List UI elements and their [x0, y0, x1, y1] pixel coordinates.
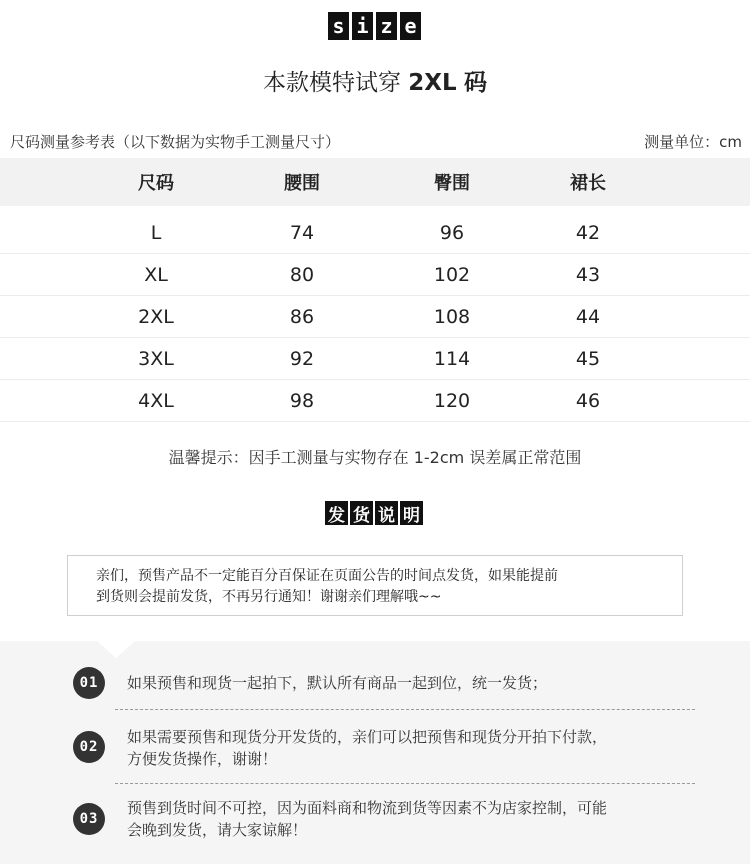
table-row [0, 254, 750, 296]
model-size-line [0, 64, 750, 97]
step-number-badge: 02 [73, 731, 105, 763]
table-cell: 74 [289, 221, 315, 244]
step-line: 如果预售和现货一起拍下，默认所有商品一起到位，统一发货； [127, 674, 548, 692]
table-cell: 44 [575, 305, 601, 328]
size-table [0, 158, 750, 422]
step-number-badge: 01 [73, 667, 105, 699]
logo-letter: e [400, 12, 421, 40]
table-cell: 98 [289, 389, 315, 412]
table-header [0, 158, 750, 206]
table-row [0, 212, 750, 254]
table-cell: XL [144, 263, 168, 286]
table-cell: 43 [575, 263, 601, 286]
step-text [127, 672, 697, 694]
panel-notch [96, 640, 136, 658]
table-row [0, 380, 750, 422]
model-suffix: 码 [464, 70, 488, 96]
table-row [0, 338, 750, 380]
table-cell: 96 [439, 221, 465, 244]
shipping-title-char: 发 [325, 501, 348, 525]
size-logo [328, 12, 421, 40]
model-size: 2XL [408, 70, 457, 96]
table-cell: 80 [289, 263, 315, 286]
header-hip: 臀围 [434, 173, 470, 194]
header-size: 尺码 [138, 173, 174, 194]
table-cell: L [150, 221, 162, 244]
step-line: 方便发货操作，谢谢！ [127, 750, 278, 768]
step-line: 预售到货时间不可控，因为面料商和物流到货等因素不为店家控制，可能 [127, 799, 608, 817]
step-text [127, 726, 697, 770]
table-cell: 114 [433, 347, 471, 370]
table-cell: 120 [433, 389, 471, 412]
step-number-badge: 03 [73, 803, 105, 835]
shipping-title [325, 501, 423, 525]
step-line: 会晚到发货，请大家谅解！ [127, 821, 308, 839]
table-cell: 102 [433, 263, 471, 286]
step-line: 如果需要预售和现货分开发货的，亲们可以把预售和现货分开拍下付款， [127, 728, 608, 746]
presale-notice [67, 555, 683, 616]
shipping-title-char: 说 [375, 501, 398, 525]
notice-line: 亲们，预售产品不一定能百分百保证在页面公告的时间点发货，如果能提前 [96, 568, 558, 584]
measurement-tip: 温馨提示：因手工测量与实物存在 1-2cm 误差属正常范围 [168, 448, 582, 467]
header-length: 裙长 [570, 173, 606, 194]
table-cell: 46 [575, 389, 601, 412]
logo-letter: i [352, 12, 373, 40]
table-cell: 108 [433, 305, 471, 328]
table-cell: 42 [575, 221, 601, 244]
table-cell: 3XL [138, 347, 174, 370]
step-divider [115, 783, 695, 784]
table-cell: 4XL [138, 389, 174, 412]
unit-label: 测量单位：cm [644, 133, 742, 151]
table-row [0, 296, 750, 338]
table-cell: 2XL [138, 305, 174, 328]
logo-letter: z [376, 12, 397, 40]
step-text [127, 797, 697, 841]
shipping-title-char: 明 [400, 501, 423, 525]
step-divider [115, 709, 695, 710]
notice-line: 到货则会提前发货，不再另行通知！谢谢亲们理解哦~~ [96, 589, 442, 605]
reference-title: 尺码测量参考表（以下数据为实物手工测量尺寸） [10, 133, 341, 151]
shipping-title-char: 货 [350, 501, 373, 525]
table-cell: 92 [289, 347, 315, 370]
header-waist: 腰围 [284, 173, 320, 194]
logo-letter: s [328, 12, 349, 40]
table-cell: 45 [575, 347, 601, 370]
model-prefix: 本款模特试穿 [262, 70, 401, 96]
table-cell: 86 [289, 305, 315, 328]
